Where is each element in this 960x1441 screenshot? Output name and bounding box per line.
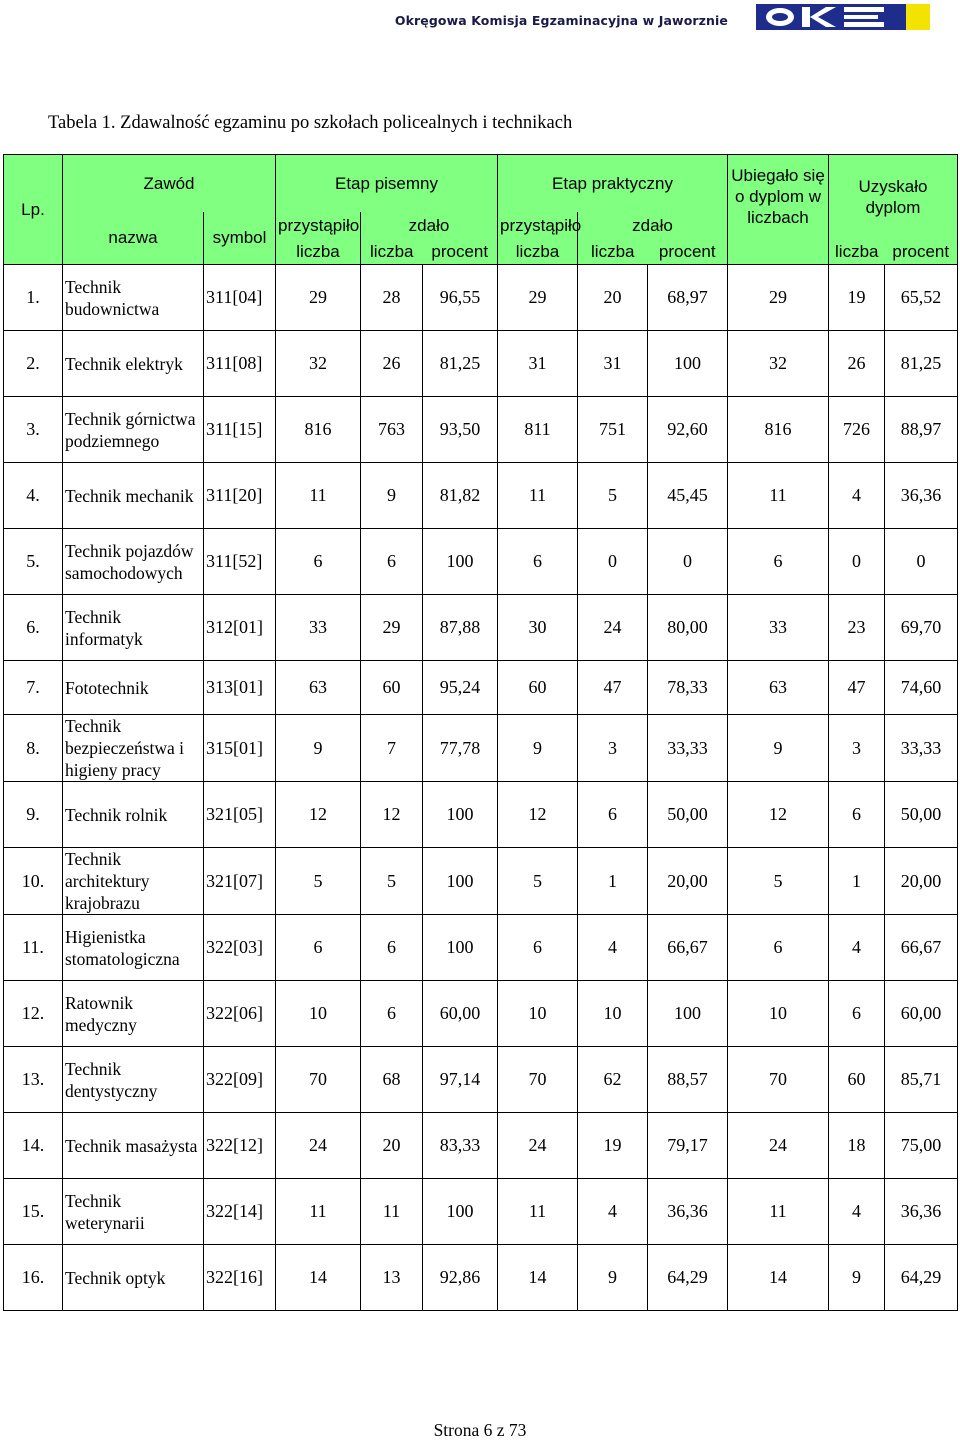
row-lp: 4. <box>4 463 63 529</box>
table-row <box>4 331 958 397</box>
row-p-zdalo: 763 <box>361 397 423 463</box>
row-ubiegalo: 6 <box>728 915 829 981</box>
row-uz-liczba: 47 <box>829 661 885 715</box>
row-pr-przyst: 6 <box>498 529 578 595</box>
row-uz-liczba: 23 <box>829 595 885 661</box>
row-uz-proc: 0 <box>885 529 958 595</box>
table-row <box>4 265 958 331</box>
row-p-przyst: 9 <box>276 715 361 782</box>
row-p-proc: 100 <box>423 782 498 848</box>
header-liczba: liczba <box>498 239 578 265</box>
table-row <box>4 397 958 463</box>
row-pr-zdalo: 3 <box>578 715 648 782</box>
row-pr-zdalo: 20 <box>578 265 648 331</box>
row-name: Technik optyk <box>63 1245 204 1311</box>
row-pr-proc: 92,60 <box>648 397 728 463</box>
row-lp: 2. <box>4 331 63 397</box>
header-ubiegalo: Ubiegało się o dyplom w liczbach <box>728 155 829 239</box>
row-pr-przyst: 11 <box>498 463 578 529</box>
row-uz-proc: 81,25 <box>885 331 958 397</box>
row-pr-przyst: 5 <box>498 848 578 915</box>
row-name: Technik masażysta <box>63 1113 204 1179</box>
row-uz-proc: 36,36 <box>885 463 958 529</box>
row-name: Technik weterynarii <box>63 1179 204 1245</box>
row-name: Fototechnik <box>63 661 204 715</box>
row-symbol: 322[03] <box>204 915 276 981</box>
row-name: Technik mechanik <box>63 463 204 529</box>
row-lp: 13. <box>4 1047 63 1113</box>
row-uz-liczba: 1 <box>829 848 885 915</box>
row-pr-proc: 33,33 <box>648 715 728 782</box>
row-uz-proc: 85,71 <box>885 1047 958 1113</box>
row-pr-przyst: 14 <box>498 1245 578 1311</box>
table-row <box>4 1047 958 1113</box>
header-procent: procent <box>885 239 958 265</box>
header-zawod: Zawód <box>63 155 276 212</box>
row-p-zdalo: 26 <box>361 331 423 397</box>
row-p-proc: 81,25 <box>423 331 498 397</box>
row-pr-zdalo: 9 <box>578 1245 648 1311</box>
row-p-przyst: 32 <box>276 331 361 397</box>
row-uz-liczba: 4 <box>829 1179 885 1245</box>
row-symbol: 321[07] <box>204 848 276 915</box>
table-row <box>4 915 958 981</box>
row-p-zdalo: 20 <box>361 1113 423 1179</box>
row-uz-liczba: 6 <box>829 981 885 1047</box>
row-uz-proc: 74,60 <box>885 661 958 715</box>
row-uz-liczba: 0 <box>829 529 885 595</box>
row-uz-proc: 60,00 <box>885 981 958 1047</box>
row-name: Technik elektryk <box>63 331 204 397</box>
row-symbol: 311[15] <box>204 397 276 463</box>
row-pr-zdalo: 5 <box>578 463 648 529</box>
row-p-proc: 97,14 <box>423 1047 498 1113</box>
row-pr-zdalo: 751 <box>578 397 648 463</box>
row-p-zdalo: 6 <box>361 529 423 595</box>
row-p-proc: 100 <box>423 1179 498 1245</box>
row-pr-zdalo: 6 <box>578 782 648 848</box>
table-row <box>4 661 958 715</box>
row-pr-proc: 50,00 <box>648 782 728 848</box>
row-p-proc: 87,88 <box>423 595 498 661</box>
row-ubiegalo: 12 <box>728 782 829 848</box>
row-uz-liczba: 4 <box>829 463 885 529</box>
table-row <box>4 782 958 848</box>
header-etap-pisemny: Etap pisemny <box>276 155 498 212</box>
row-pr-proc: 80,00 <box>648 595 728 661</box>
row-uz-proc: 36,36 <box>885 1179 958 1245</box>
row-pr-zdalo: 31 <box>578 331 648 397</box>
row-uz-proc: 20,00 <box>885 848 958 915</box>
row-pr-przyst: 30 <box>498 595 578 661</box>
row-uz-proc: 50,00 <box>885 782 958 848</box>
header-liczba: liczba <box>361 239 423 265</box>
table-row <box>4 715 958 782</box>
row-pr-proc: 100 <box>648 331 728 397</box>
row-p-zdalo: 60 <box>361 661 423 715</box>
row-uz-liczba: 18 <box>829 1113 885 1179</box>
row-name: Technik informatyk <box>63 595 204 661</box>
row-p-przyst: 12 <box>276 782 361 848</box>
header-praktyczny-przystapilo: przystąpiło <box>498 212 578 239</box>
oke-logo <box>756 4 930 30</box>
header-pisemny-zdalo: zdało <box>361 212 498 239</box>
row-lp: 5. <box>4 529 63 595</box>
row-name: Technik górnictwa podziemnego <box>63 397 204 463</box>
header-procent: procent <box>423 239 498 265</box>
row-pr-przyst: 9 <box>498 715 578 782</box>
row-ubiegalo: 63 <box>728 661 829 715</box>
row-lp: 7. <box>4 661 63 715</box>
row-pr-proc: 78,33 <box>648 661 728 715</box>
row-pr-przyst: 10 <box>498 981 578 1047</box>
row-uz-liczba: 26 <box>829 331 885 397</box>
row-symbol: 322[14] <box>204 1179 276 1245</box>
row-lp: 10. <box>4 848 63 915</box>
row-symbol: 322[16] <box>204 1245 276 1311</box>
row-pr-zdalo: 24 <box>578 595 648 661</box>
row-name: Technik budownictwa <box>63 265 204 331</box>
table-row <box>4 981 958 1047</box>
row-pr-proc: 68,97 <box>648 265 728 331</box>
row-p-proc: 77,78 <box>423 715 498 782</box>
row-pr-zdalo: 10 <box>578 981 648 1047</box>
table-row <box>4 848 958 915</box>
table-caption: Tabela 1. Zdawalność egzaminu po szkołach policealnych i technikach <box>48 113 573 133</box>
table-body <box>4 265 958 1311</box>
header-liczba: liczba <box>578 239 648 265</box>
row-pr-proc: 79,17 <box>648 1113 728 1179</box>
row-p-przyst: 11 <box>276 463 361 529</box>
row-p-zdalo: 5 <box>361 848 423 915</box>
row-ubiegalo: 6 <box>728 529 829 595</box>
header-procent: procent <box>648 239 728 265</box>
header-ubiegalo-liczba <box>728 239 829 265</box>
row-pr-przyst: 24 <box>498 1113 578 1179</box>
row-name: Ratownik medyczny <box>63 981 204 1047</box>
row-name: Technik pojazdów samochodowych <box>63 529 204 595</box>
row-lp: 15. <box>4 1179 63 1245</box>
row-p-przyst: 70 <box>276 1047 361 1113</box>
row-uz-proc: 65,52 <box>885 265 958 331</box>
row-ubiegalo: 29 <box>728 265 829 331</box>
row-p-przyst: 6 <box>276 915 361 981</box>
row-symbol: 321[05] <box>204 782 276 848</box>
row-pr-proc: 100 <box>648 981 728 1047</box>
row-uz-liczba: 3 <box>829 715 885 782</box>
row-lp: 3. <box>4 397 63 463</box>
row-pr-proc: 88,57 <box>648 1047 728 1113</box>
row-pr-zdalo: 4 <box>578 915 648 981</box>
table-row <box>4 463 958 529</box>
row-ubiegalo: 11 <box>728 463 829 529</box>
row-lp: 12. <box>4 981 63 1047</box>
row-p-proc: 100 <box>423 529 498 595</box>
row-p-przyst: 33 <box>276 595 361 661</box>
row-name: Technik bezpieczeństwa i higieny pracy <box>63 715 204 782</box>
header-uzyskalo: Uzyskało dyplom <box>829 155 958 239</box>
row-pr-przyst: 6 <box>498 915 578 981</box>
row-p-przyst: 29 <box>276 265 361 331</box>
row-p-zdalo: 29 <box>361 595 423 661</box>
row-p-proc: 100 <box>423 915 498 981</box>
row-symbol: 315[01] <box>204 715 276 782</box>
row-p-zdalo: 6 <box>361 981 423 1047</box>
row-pr-przyst: 11 <box>498 1179 578 1245</box>
row-pr-przyst: 31 <box>498 331 578 397</box>
row-uz-liczba: 19 <box>829 265 885 331</box>
row-pr-zdalo: 1 <box>578 848 648 915</box>
row-p-proc: 100 <box>423 848 498 915</box>
row-uz-liczba: 726 <box>829 397 885 463</box>
row-p-zdalo: 12 <box>361 782 423 848</box>
row-name: Technik rolnik <box>63 782 204 848</box>
row-lp: 9. <box>4 782 63 848</box>
row-uz-proc: 64,29 <box>885 1245 958 1311</box>
row-pr-proc: 64,29 <box>648 1245 728 1311</box>
header-lp: Lp. <box>4 155 63 265</box>
row-ubiegalo: 10 <box>728 981 829 1047</box>
row-lp: 16. <box>4 1245 63 1311</box>
row-p-przyst: 6 <box>276 529 361 595</box>
row-symbol: 311[08] <box>204 331 276 397</box>
row-symbol: 312[01] <box>204 595 276 661</box>
row-ubiegalo: 9 <box>728 715 829 782</box>
header-etap-praktyczny: Etap praktyczny <box>498 155 728 212</box>
results-table <box>3 154 958 1311</box>
row-pr-proc: 0 <box>648 529 728 595</box>
row-ubiegalo: 32 <box>728 331 829 397</box>
row-symbol: 322[12] <box>204 1113 276 1179</box>
row-name: Technik architektury krajobrazu <box>63 848 204 915</box>
row-pr-przyst: 60 <box>498 661 578 715</box>
row-p-zdalo: 68 <box>361 1047 423 1113</box>
header-symbol: symbol <box>204 212 276 265</box>
row-uz-liczba: 60 <box>829 1047 885 1113</box>
row-name: Higienistka stomatologiczna <box>63 915 204 981</box>
row-ubiegalo: 33 <box>728 595 829 661</box>
page-header <box>0 0 960 34</box>
row-p-przyst: 5 <box>276 848 361 915</box>
table-row <box>4 1179 958 1245</box>
row-uz-liczba: 9 <box>829 1245 885 1311</box>
row-p-proc: 93,50 <box>423 397 498 463</box>
row-p-zdalo: 7 <box>361 715 423 782</box>
row-p-zdalo: 13 <box>361 1245 423 1311</box>
row-p-proc: 60,00 <box>423 981 498 1047</box>
row-p-przyst: 24 <box>276 1113 361 1179</box>
row-uz-liczba: 6 <box>829 782 885 848</box>
row-p-zdalo: 9 <box>361 463 423 529</box>
table-row <box>4 595 958 661</box>
row-pr-proc: 66,67 <box>648 915 728 981</box>
row-ubiegalo: 11 <box>728 1179 829 1245</box>
row-pr-przyst: 70 <box>498 1047 578 1113</box>
row-pr-przyst: 29 <box>498 265 578 331</box>
row-ubiegalo: 70 <box>728 1047 829 1113</box>
table-row <box>4 1245 958 1311</box>
row-uz-proc: 33,33 <box>885 715 958 782</box>
header-praktyczny-zdalo: zdało <box>578 212 728 239</box>
row-lp: 6. <box>4 595 63 661</box>
row-uz-proc: 88,97 <box>885 397 958 463</box>
row-uz-proc: 66,67 <box>885 915 958 981</box>
row-p-zdalo: 6 <box>361 915 423 981</box>
row-p-proc: 96,55 <box>423 265 498 331</box>
row-pr-zdalo: 62 <box>578 1047 648 1113</box>
row-symbol: 322[06] <box>204 981 276 1047</box>
row-name: Technik dentystyczny <box>63 1047 204 1113</box>
row-pr-zdalo: 4 <box>578 1179 648 1245</box>
row-symbol: 322[09] <box>204 1047 276 1113</box>
row-symbol: 313[01] <box>204 661 276 715</box>
row-ubiegalo: 24 <box>728 1113 829 1179</box>
organization-name: Okręgowa Komisja Egzaminacyjna w Jaworznie <box>394 13 728 28</box>
row-pr-zdalo: 47 <box>578 661 648 715</box>
row-p-proc: 95,24 <box>423 661 498 715</box>
row-lp: 11. <box>4 915 63 981</box>
row-pr-proc: 36,36 <box>648 1179 728 1245</box>
row-p-przyst: 10 <box>276 981 361 1047</box>
row-uz-proc: 75,00 <box>885 1113 958 1179</box>
row-p-proc: 92,86 <box>423 1245 498 1311</box>
table-row <box>4 529 958 595</box>
row-pr-przyst: 12 <box>498 782 578 848</box>
row-p-proc: 81,82 <box>423 463 498 529</box>
row-ubiegalo: 14 <box>728 1245 829 1311</box>
page-footer: Strona 6 z 73 <box>433 1420 527 1440</box>
header-pisemny-przystapilo: przystąpiło <box>276 212 361 239</box>
row-lp: 1. <box>4 265 63 331</box>
row-p-przyst: 816 <box>276 397 361 463</box>
row-pr-proc: 45,45 <box>648 463 728 529</box>
row-p-proc: 83,33 <box>423 1113 498 1179</box>
row-p-przyst: 14 <box>276 1245 361 1311</box>
row-ubiegalo: 816 <box>728 397 829 463</box>
header-liczba: liczba <box>829 239 885 265</box>
row-lp: 14. <box>4 1113 63 1179</box>
row-pr-zdalo: 19 <box>578 1113 648 1179</box>
row-pr-proc: 20,00 <box>648 848 728 915</box>
header-nazwa: nazwa <box>63 212 204 265</box>
row-p-zdalo: 28 <box>361 265 423 331</box>
row-symbol: 311[20] <box>204 463 276 529</box>
row-symbol: 311[52] <box>204 529 276 595</box>
row-uz-proc: 69,70 <box>885 595 958 661</box>
table-row <box>4 1113 958 1179</box>
row-ubiegalo: 5 <box>728 848 829 915</box>
row-uz-liczba: 4 <box>829 915 885 981</box>
header-liczba: liczba <box>276 239 361 265</box>
row-pr-zdalo: 0 <box>578 529 648 595</box>
row-lp: 8. <box>4 715 63 782</box>
row-p-przyst: 11 <box>276 1179 361 1245</box>
row-symbol: 311[04] <box>204 265 276 331</box>
row-pr-przyst: 811 <box>498 397 578 463</box>
row-p-zdalo: 11 <box>361 1179 423 1245</box>
row-p-przyst: 63 <box>276 661 361 715</box>
